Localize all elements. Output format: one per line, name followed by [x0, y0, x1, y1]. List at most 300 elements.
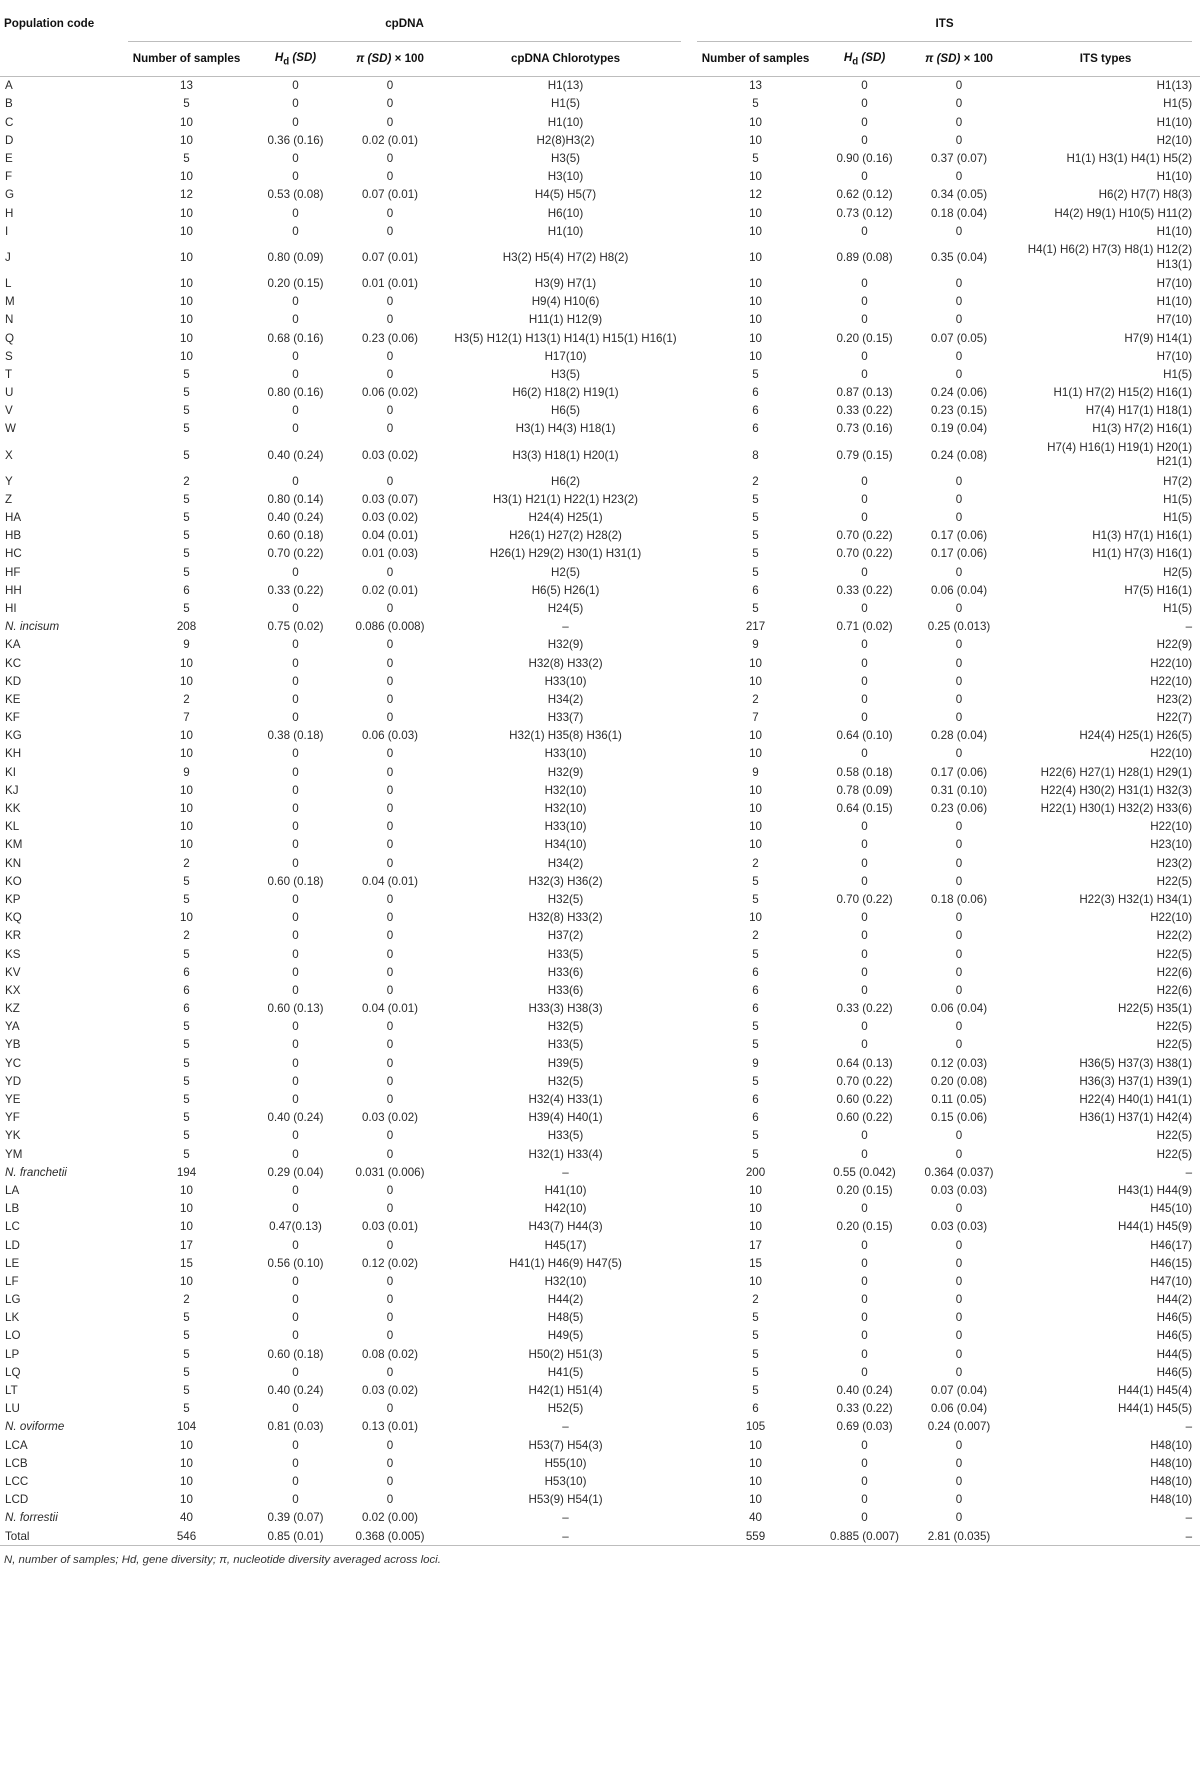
cp-hd-cell: 0.80 (0.14) [267, 492, 324, 506]
table-row [0, 1218, 1200, 1236]
table-header [0, 6, 1200, 77]
cp-chlorotypes-cell: H52(5) [547, 1402, 584, 1416]
its-pi-cell: 0 [955, 565, 963, 579]
its-types-cell: H1(5) [1163, 511, 1193, 524]
its-samples-cell: 10 [749, 783, 762, 797]
its-types-cell: H22(5) [1156, 1147, 1193, 1161]
population-code-cell: LCC [5, 1474, 29, 1488]
its-samples-cell: 10 [749, 1274, 762, 1288]
cp-chlorotypes-cell: – [442, 1527, 689, 1546]
its-hd-cell: 0 [861, 656, 868, 670]
population-code-cell: S [5, 349, 13, 363]
table-row [0, 1400, 1200, 1418]
its-types-cell: H46(17) [1150, 1238, 1193, 1252]
cp-pi-cell: 0 [386, 965, 394, 979]
its-pi-cell: 0 [955, 170, 963, 184]
table-row [0, 891, 1200, 909]
its-types-cell: H22(10) [1150, 911, 1193, 925]
cp-hd-cell: 0 [292, 1093, 299, 1106]
its-hd-cell: 0 [861, 1129, 868, 1143]
its-hd-cell: 0 [861, 1511, 868, 1525]
its-types-cell: H7(10) [1156, 349, 1193, 363]
population-code-cell: N. forrestii [5, 1511, 58, 1525]
cp-chlorotypes-cell: H32(10) [544, 802, 587, 815]
table-row [0, 1327, 1200, 1345]
its-hd-cell: 0 [861, 711, 868, 725]
its-hd-cell: 0 [861, 1474, 868, 1488]
cp-samples-cell: 2 [183, 1293, 190, 1307]
cp-samples-cell: 10 [180, 747, 193, 761]
table-row [0, 1364, 1200, 1382]
its-samples-cell: 5 [752, 947, 759, 961]
its-pi-cell: 0.17 (0.06) [930, 547, 988, 561]
cp-chlorotypes-cell: H45(17) [544, 1238, 587, 1252]
its-pi-cell: 0 [955, 1311, 963, 1325]
its-hd-cell: 0.62 (0.12) [836, 188, 893, 202]
its-hd-cell: 0 [861, 965, 868, 979]
cp-hd-cell: 0.60 (0.13) [267, 1002, 324, 1016]
cp-samples-cell: 5 [183, 1020, 190, 1034]
its-pi-cell: 0 [955, 856, 963, 870]
its-pi-cell: 0.18 (0.04) [930, 206, 988, 220]
cp-pi-cell: 0.03 (0.02) [361, 1384, 419, 1397]
its-pi-cell: 0 [955, 511, 963, 524]
its-pi-cell: 0.37 (0.07) [930, 152, 988, 165]
population-code-cell: Z [5, 492, 13, 506]
its-pi-cell: 0 [955, 474, 963, 488]
its-samples-cell: 13 [749, 79, 762, 93]
its-samples-cell: 10 [749, 224, 762, 238]
cp-chlorotypes-cell: H32(9) [547, 638, 584, 652]
cp-samples-cell: 10 [180, 295, 193, 309]
cp-samples-cell: 10 [180, 783, 193, 797]
population-code-cell: KQ [5, 911, 22, 925]
cp-pi-cell: 0 [386, 1020, 394, 1034]
cp-samples-cell: 10 [180, 838, 193, 852]
cp-samples-cell: 17 [180, 1238, 193, 1252]
cp-samples-cell: 5 [183, 1111, 190, 1125]
cp-samples-cell: 10 [180, 1183, 193, 1197]
its-types-cell: H22(7) [1156, 711, 1193, 725]
cp-samples-cell: 9 [183, 638, 190, 652]
cp-samples-cell: 5 [183, 547, 190, 561]
table-row [0, 709, 1200, 727]
its-types-cell: H22(2) [1156, 929, 1193, 943]
its-pi-cell: 0 [955, 1511, 963, 1525]
its-pi-cell: 0 [955, 983, 963, 997]
cp-samples-cell: 5 [183, 97, 190, 111]
cp-samples-cell: 5 [183, 448, 190, 462]
its-samples-cell: 5 [752, 892, 759, 906]
hd-sd: (SD) [292, 50, 317, 64]
its-hd-cell: 0.64 (0.15) [836, 802, 893, 815]
population-code-cell: J [5, 250, 11, 264]
population-code-cell: Q [5, 331, 15, 345]
its-pi-cell: 0 [955, 276, 963, 290]
cp-pi-cell: 0.04 (0.01) [361, 1002, 419, 1016]
its-hd-cell: 0.73 (0.12) [836, 206, 893, 220]
its-hd-cell: 0.60 (0.22) [836, 1111, 893, 1125]
its-pi-cell: 0 [955, 97, 963, 111]
table-row [0, 1473, 1200, 1491]
population-code-cell: LD [5, 1238, 20, 1252]
cp-pi-cell: 0.086 (0.008) [355, 620, 425, 634]
cp-hd-cell: 0 [292, 765, 299, 779]
cp-pi-cell: 0.08 (0.02) [361, 1347, 419, 1361]
population-code-cell: LQ [5, 1365, 21, 1379]
its-types-cell: H46(5) [1156, 1311, 1193, 1325]
table-row [0, 1436, 1200, 1454]
cp-pi-cell: 0 [386, 856, 394, 870]
cp-samples-cell: 10 [180, 1274, 193, 1288]
cp-chlorotypes-cell: H34(10) [544, 838, 587, 852]
its-samples-cell: 5 [752, 1147, 759, 1161]
its-hd-cell: 0.33 (0.22) [836, 1002, 893, 1016]
population-code-cell: YC [5, 1056, 22, 1070]
cp-chlorotypes-cell: H53(7) H54(3) [528, 1438, 603, 1452]
its-hd-cell: 0.73 (0.16) [836, 422, 893, 436]
its-samples-cell: 5 [752, 1384, 759, 1397]
cp-hd-cell: 0 [292, 601, 299, 615]
cp-samples-cell: 10 [180, 250, 193, 264]
cp-pi-cell: 0 [386, 1365, 394, 1379]
population-code-cell: C [5, 115, 14, 129]
its-types-cell: H22(10) [1150, 820, 1193, 834]
its-samples-cell: 5 [752, 1347, 759, 1361]
table-row [0, 1418, 1200, 1436]
its-hd-cell: 0 [861, 224, 868, 238]
its-pi-cell: 0 [955, 295, 963, 309]
its-pi-cell: 0 [955, 1020, 963, 1034]
cp-hd-cell: 0.33 (0.22) [267, 583, 324, 597]
cp-chlorotypes-cell: H24(5) [547, 601, 584, 615]
its-types-cell: H48(10) [1150, 1474, 1193, 1488]
cp-hd-cell: 0 [292, 1493, 299, 1507]
its-pi-cell: 0.03 (0.03) [930, 1220, 988, 1234]
population-code-cell: LO [5, 1329, 21, 1343]
cp-samples-cell: 2 [183, 929, 190, 943]
its-pi-cell: 0.06 (0.04) [930, 1002, 988, 1016]
cp-chlorotypes-cell: H32(5) [547, 892, 584, 906]
its-hd-cell: 0.40 (0.24) [836, 1384, 893, 1397]
table-row [0, 509, 1200, 527]
its-samples-cell: 5 [752, 1074, 759, 1088]
cp-pi-cell: 0.031 (0.006) [355, 1165, 425, 1179]
cp-chlorotypes-cell: H48(5) [547, 1311, 584, 1325]
cp-chlorotypes-cell: H33(6) [547, 965, 584, 979]
cp-hd-cell: 0 [292, 1074, 299, 1088]
cp-chlorotypes-cell: H32(8) H33(2) [528, 911, 603, 925]
its-samples-cell: 200 [745, 1165, 766, 1179]
cp-hd-cell: 0 [292, 911, 299, 925]
its-hd-cell: 0 [861, 1493, 868, 1507]
its-pi-cell: 0 [955, 1202, 963, 1216]
its-types-cell: H22(3) H32(1) H34(1) [1079, 892, 1193, 906]
cp-pi-cell: 0.07 (0.01) [361, 188, 419, 202]
its-hd-cell: 0 [861, 1038, 868, 1052]
cp-pi-cell: 0 [386, 206, 394, 220]
table-row [0, 1073, 1200, 1091]
its-pi-cell: 0.06 (0.04) [930, 1402, 988, 1416]
table-row [0, 438, 1200, 472]
its-samples-cell: 10 [749, 331, 762, 345]
cp-pi-cell: 0.02 (0.01) [361, 583, 419, 597]
cp-chlorotypes-cell: H1(13) [547, 79, 584, 93]
table-row [0, 636, 1200, 654]
its-samples-cell: 5 [752, 1329, 759, 1343]
table-row [0, 329, 1200, 347]
its-samples-cell: 10 [749, 1183, 762, 1197]
cp-hd-cell: 0 [292, 1202, 299, 1216]
its-hd-cell: 0 [861, 874, 868, 888]
its-pi-cell: 0.31 (0.10) [930, 783, 988, 797]
its-pi-cell: 0 [955, 349, 963, 363]
cp-pi-cell: 0.04 (0.01) [361, 874, 419, 888]
its-types-cell: H44(5) [1156, 1347, 1193, 1361]
its-types-cell: H1(10) [1156, 295, 1193, 309]
cp-hd-cell: 0 [292, 965, 299, 979]
cp-samples-cell: 5 [183, 1074, 190, 1088]
cp-hd-cell: 0 [292, 1274, 299, 1288]
its-pi-cell: 0 [955, 929, 963, 943]
table-row [0, 1527, 1200, 1546]
its-types-cell: H7(10) [1156, 276, 1193, 290]
cp-pi-cell: 0 [386, 1147, 394, 1161]
population-code-cell: F [5, 170, 13, 184]
cp-chlorotypes-cell: H3(2) H5(4) H7(2) H8(2) [502, 250, 629, 264]
its-types-cell: H1(5) [1163, 367, 1193, 381]
its-types-cell: H22(4) H40(1) H41(1) [1079, 1093, 1193, 1106]
its-samples-cell: 2 [752, 692, 759, 706]
cp-chlorotypes-cell: H41(5) [547, 1365, 584, 1379]
its-types-cell: H22(5) [1156, 1129, 1193, 1143]
its-types-cell: H2(10) [1156, 133, 1193, 147]
cp-pi-cell: 0 [386, 367, 394, 381]
its-hd-cell: 0 [861, 170, 868, 184]
cp-pi-cell: 0 [386, 1293, 394, 1307]
cp-samples-cell: 13 [180, 79, 193, 93]
cp-chlorotypes-cell: H41(1) H46(9) H47(5) [509, 1256, 622, 1270]
its-pi-cell: 0 [955, 965, 963, 979]
cp-hd-cell: 0.81 (0.03) [267, 1420, 324, 1434]
cp-pi-cell: 0 [386, 802, 394, 815]
its-types-cell: H7(2) [1163, 474, 1193, 488]
its-hd-cell: 0 [861, 276, 868, 290]
table-footnote [0, 1554, 1200, 1566]
its-pi-cell: 0 [955, 874, 963, 888]
its-samples-cell: 10 [749, 133, 762, 147]
table-row [0, 818, 1200, 836]
its-pi-cell: 0.19 (0.04) [930, 422, 988, 436]
its-hd-cell: 0.33 (0.22) [836, 404, 893, 418]
cp-pi-cell: 0 [386, 1474, 394, 1488]
its-samples-cell: 5 [752, 1038, 759, 1052]
cp-chlorotypes-cell: H34(2) [547, 692, 584, 706]
cp-hd-cell: 0 [292, 838, 299, 852]
table-row [0, 186, 1200, 204]
cp-hd-cell: 0 [292, 783, 299, 797]
cp-chlorotypes-cell: H4(5) H5(7) [534, 188, 597, 202]
cp-pi-cell: 0.03 (0.01) [361, 1220, 419, 1234]
cp-chlorotypes-cell: H53(9) H54(1) [528, 1493, 603, 1507]
cp-hd-cell: 0 [292, 295, 299, 309]
cp-samples-cell: 5 [183, 1038, 190, 1052]
population-code-cell: E [5, 152, 13, 165]
table-row [0, 1309, 1200, 1327]
table-row [0, 491, 1200, 509]
its-pi-cell: 0.24 (0.08) [930, 448, 988, 462]
footnote-text: N, number of samples; Hd, gene diversity; π, nucleotide diversity averaged across loci. [4, 1554, 441, 1567]
its-hd-cell: 0 [861, 947, 868, 961]
cp-samples-cell: 10 [180, 1438, 193, 1452]
cp-pi-cell: 0.01 (0.03) [361, 547, 419, 561]
cp-samples-cell: 5 [183, 1329, 190, 1343]
cp-hd-cell: 0.56 (0.10) [267, 1256, 324, 1270]
its-types-cell: H22(6) [1156, 983, 1193, 997]
cp-chlorotypes-cell: H3(5) H12(1) H13(1) H14(1) H15(1) H16(1) [454, 331, 677, 345]
cp-samples-cell: 5 [183, 152, 190, 165]
population-code-cell: G [5, 188, 15, 202]
its-pi-cell: 0 [955, 224, 963, 238]
its-types-cell: H45(10) [1150, 1202, 1193, 1216]
cp-chlorotypes-cell: H33(5) [547, 947, 584, 961]
cp-samples-cell: 10 [180, 313, 193, 327]
table-row [0, 654, 1200, 672]
its-types-cell: H1(5) [1163, 97, 1193, 111]
cp-chlorotypes-cell: H3(1) H4(3) H18(1) [515, 422, 616, 436]
cp-hd-cell: 0.60 (0.18) [267, 874, 324, 888]
cp-chlorotypes-cell: H24(4) H25(1) [528, 511, 603, 524]
its-pi-cell: 0.17 (0.06) [930, 529, 988, 543]
its-hd-cell: 0 [861, 1238, 868, 1252]
its-hd-cell: 0.70 (0.22) [836, 547, 893, 561]
cp-hd-cell: 0 [292, 1438, 299, 1452]
its-samples-cell: 10 [749, 295, 762, 309]
cp-chlorotypes-cell: H41(10) [544, 1183, 587, 1197]
cp-samples-cell: 10 [180, 911, 193, 925]
its-samples-cell: 2 [752, 474, 759, 488]
cp-samples-cell: 5 [183, 422, 190, 436]
diversity-table [0, 6, 1200, 1546]
cp-pi-cell: 0 [386, 313, 394, 327]
population-code-cell: HB [5, 529, 22, 543]
table-row [0, 873, 1200, 891]
cp-chlorotypes-cell: H42(1) H51(4) [528, 1384, 603, 1397]
its-types-cell: H22(9) [1156, 638, 1193, 652]
population-code-cell: N. franchetii [5, 1165, 67, 1179]
cp-hd-cell: 0 [292, 170, 299, 184]
population-code-cell: KP [5, 892, 21, 906]
its-types-cell: H22(5) [1156, 947, 1193, 961]
its-types-cell: H46(5) [1156, 1329, 1193, 1343]
cp-hd-cell: 0 [292, 1238, 299, 1252]
its-pi-cell: 0 [955, 947, 963, 961]
its-hd-cell: 0 [861, 79, 868, 93]
its-hd-cell: 0 [861, 820, 868, 834]
its-samples-cell: 10 [749, 747, 762, 761]
population-code-cell: LG [5, 1293, 21, 1307]
table-row [0, 384, 1200, 402]
its-types-cell: H43(1) H44(9) [1117, 1183, 1193, 1197]
table-row [0, 527, 1200, 545]
its-types-cell: H23(2) [1156, 692, 1193, 706]
its-samples-cell: 5 [752, 529, 759, 543]
its-pi-cell: 0 [955, 79, 963, 93]
cp-chlorotypes-cell: H33(6) [547, 983, 584, 997]
population-code-cell: KR [5, 929, 22, 943]
its-hd-cell: 0.20 (0.15) [836, 331, 893, 345]
table-row [0, 1164, 1200, 1182]
table-row [0, 745, 1200, 763]
cp-hd-cell: 0 [292, 820, 299, 834]
its-hd-cell: 0.64 (0.10) [836, 729, 893, 743]
its-types-cell: H23(10) [1150, 838, 1193, 852]
its-hd-cell: 0 [861, 929, 868, 943]
cp-hd-cell: 0.80 (0.16) [267, 386, 324, 400]
cp-pi-cell: 0 [386, 1093, 394, 1106]
population-code-cell: LK [5, 1311, 20, 1325]
its-hd-cell: 0.78 (0.09) [836, 783, 893, 797]
its-hd-cell: 0 [861, 349, 868, 363]
cp-samples-cell: 5 [183, 1384, 190, 1397]
table-row [0, 420, 1200, 438]
table-row [0, 402, 1200, 420]
table-row [0, 1018, 1200, 1036]
its-hd-cell: 0 [861, 1147, 868, 1161]
cp-pi-cell: 0 [386, 1329, 394, 1343]
cp-pi-cell: 0 [386, 1238, 394, 1252]
table-row [0, 1382, 1200, 1400]
its-pi-cell: 0 [955, 1038, 963, 1052]
cp-samples-cell: 10 [180, 276, 193, 290]
its-hd-cell: 0 [861, 1274, 868, 1288]
cp-hd-cell: 0.29 (0.04) [267, 1165, 324, 1179]
table-row [0, 836, 1200, 854]
cp-samples-cell: 9 [183, 765, 190, 779]
its-samples-cell: 6 [752, 404, 759, 418]
its-hd-cell: 0.58 (0.18) [836, 765, 893, 779]
its-types-cell: H7(9) H14(1) [1124, 331, 1193, 345]
cp-hd-cell: 0 [292, 367, 299, 381]
cp-chlorotypes-cell: H6(5) H26(1) [531, 583, 600, 597]
its-pi-cell: 0.11 (0.05) [931, 1093, 987, 1106]
cp-pi-cell: 0.06 (0.03) [361, 729, 419, 743]
its-types-cell: H46(15) [1150, 1256, 1193, 1270]
cp-chlorotypes-cell: H9(4) H10(6) [531, 295, 600, 309]
its-pi-cell: 2.81 (0.035) [907, 1527, 1011, 1546]
its-samples-cell: 40 [749, 1511, 762, 1525]
its-hd-cell: 0 [861, 1020, 868, 1034]
population-code-cell: W [5, 422, 16, 436]
cp-samples-cell: 5 [183, 892, 190, 906]
cp-hd-cell: 0 [292, 1183, 299, 1197]
its-hd-cell: 0.69 (0.03) [836, 1420, 893, 1434]
its-types-cell: H22(5) [1156, 874, 1193, 888]
its-samples-cell: 10 [749, 656, 762, 670]
cp-samples-cell: 208 [176, 620, 197, 634]
cp-hd-cell: 0 [292, 1456, 299, 1470]
hd-letter: H [843, 50, 853, 64]
cp-hd-cell: 0.68 (0.16) [267, 331, 324, 345]
cp-hd-cell: 0 [292, 1129, 299, 1143]
table-row [0, 204, 1200, 222]
cp-samples-cell: 5 [183, 367, 190, 381]
its-hd-cell: 0 [861, 747, 868, 761]
population-code-cell: KJ [5, 783, 19, 797]
table-row [0, 472, 1200, 490]
table-row [0, 1000, 1200, 1018]
its-samples-cell: 6 [752, 1402, 759, 1416]
